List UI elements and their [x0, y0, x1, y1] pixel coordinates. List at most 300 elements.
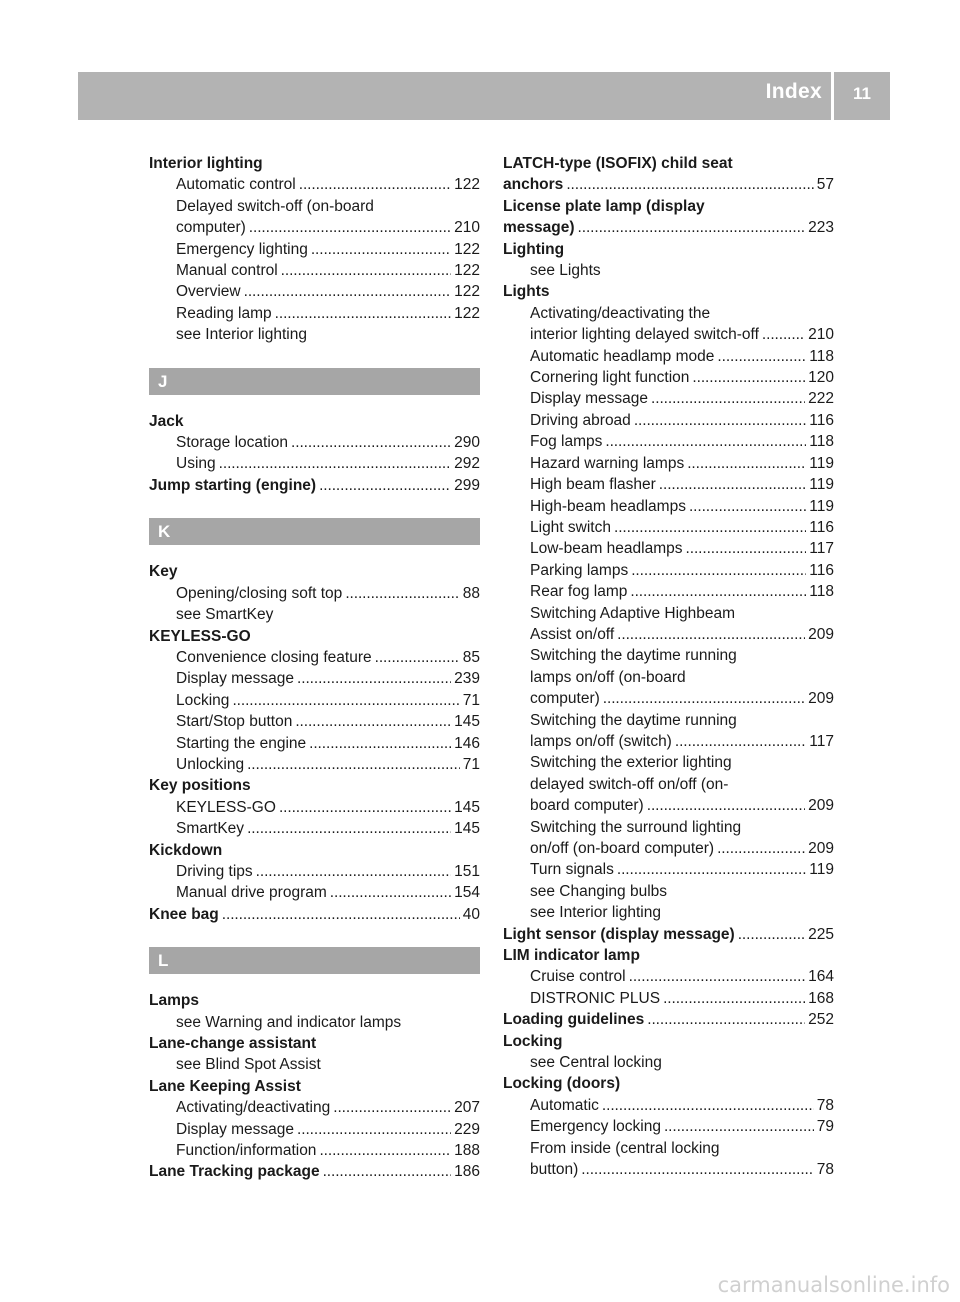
page-reference: 186 — [454, 1163, 480, 1181]
index-main-term — [149, 840, 480, 861]
dot-leader — [605, 431, 806, 452]
page-reference: 252 — [808, 1011, 834, 1029]
index-subentry-text: computer) — [530, 690, 600, 708]
index-subentry-text: lamps on/off (on-board — [530, 668, 686, 686]
index-subentry — [176, 1012, 480, 1033]
index-main-term — [149, 1161, 480, 1182]
index-subentry-text: Reading lamp — [176, 304, 272, 322]
index-subentry-text: Fog lamps — [530, 433, 603, 451]
index-subentry-text: Manual control — [176, 262, 278, 280]
index-subentry-text: on/off (on-board computer) — [530, 840, 715, 857]
index-column-left — [149, 153, 480, 1183]
index-entry — [149, 153, 480, 346]
index-subentry — [176, 733, 480, 754]
dot-leader — [675, 731, 806, 752]
page-reference: 120 — [808, 369, 834, 387]
index-subentry — [530, 560, 834, 581]
page-reference: 116 — [809, 518, 834, 536]
index-subentry-text: lamps on/off (switch) — [530, 732, 672, 750]
dot-leader — [330, 882, 451, 903]
page-reference: 225 — [808, 925, 834, 943]
index-main-term — [149, 561, 480, 582]
main-term-line — [503, 945, 834, 966]
main-term-line-text: Lane Tracking package — [149, 1163, 320, 1181]
dot-leader — [247, 818, 451, 839]
index-main-term — [149, 904, 480, 925]
dot-leader — [651, 388, 805, 409]
main-term-line — [503, 196, 834, 217]
index-subentry — [176, 1054, 480, 1075]
index-subentry — [530, 496, 834, 517]
dot-leader — [692, 367, 805, 388]
index-subentry — [530, 795, 834, 816]
index-subentry — [530, 538, 834, 559]
index-subentry-text: Switching the daytime running — [530, 647, 737, 665]
index-subentries — [503, 1052, 834, 1073]
main-term-line — [503, 153, 834, 174]
page-reference: 118 — [809, 583, 834, 601]
dot-leader — [629, 966, 806, 987]
dot-leader — [634, 410, 806, 431]
dot-leader — [581, 1159, 813, 1180]
page-reference: 210 — [808, 326, 834, 344]
section-header-j: J — [149, 368, 480, 395]
main-term-line-text: Locking (doors) — [503, 1075, 621, 1093]
page-reference: 119 — [809, 497, 834, 515]
index-subentry-text: board computer) — [530, 797, 644, 815]
dot-leader — [717, 838, 805, 859]
index-subentry-text: Emergency locking — [530, 1118, 661, 1136]
index-main-term — [503, 1073, 834, 1094]
index-subentry-text: see Interior lighting — [530, 904, 661, 922]
index-subentry — [530, 988, 834, 1009]
index-subentry-text: Cornering light function — [530, 369, 690, 387]
main-term-line-text: LATCH-type (ISOFIX) child seat — [503, 155, 733, 172]
main-term-line-text: LIM indicator lamp — [503, 947, 640, 965]
index-subentry-text: delayed switch-off on/off (on- — [530, 775, 729, 793]
index-main-term — [149, 1076, 480, 1097]
index-subentry — [530, 367, 834, 388]
index-subentry-text: Start/Stop button — [176, 713, 293, 731]
section-header-k: K — [149, 518, 480, 545]
index-subentry — [530, 624, 834, 645]
index-subentries — [503, 1095, 834, 1181]
main-term-line — [503, 1009, 834, 1030]
index-subentry-text: High-beam headlamps — [530, 497, 686, 515]
index-subentry-text: Automatic control — [176, 176, 296, 194]
page-reference: 145 — [454, 798, 480, 816]
main-term-line-text: Key positions — [149, 777, 251, 795]
main-term-line-text: Lane Keeping Assist — [149, 1077, 301, 1095]
dot-leader — [281, 260, 451, 281]
page-reference: 122 — [454, 176, 480, 194]
main-term-line-text: Interior lighting — [149, 155, 263, 172]
page-reference: 207 — [454, 1099, 480, 1117]
dot-leader — [291, 432, 451, 453]
main-term-line — [149, 1033, 480, 1054]
index-subentry-text: Driving abroad — [530, 411, 631, 429]
page-reference: 292 — [454, 455, 480, 473]
index-subentry — [176, 604, 480, 625]
index-subentry-text: Activating/deactivating — [176, 1099, 331, 1117]
index-subentry-text: button) — [530, 1161, 579, 1179]
main-term-line — [149, 561, 480, 582]
dot-leader — [345, 583, 459, 604]
dot-leader — [663, 988, 805, 1009]
index-main-term — [149, 990, 480, 1011]
index-subentry-text: Display message — [176, 670, 295, 688]
index-subentry-text: Starting the engine — [176, 734, 307, 752]
index-subentry — [530, 645, 834, 666]
dot-leader — [309, 733, 451, 754]
dot-leader — [647, 1009, 805, 1030]
dot-leader — [630, 581, 806, 602]
dot-leader — [256, 861, 451, 882]
index-subentry-text: see Blind Spot Assist — [176, 1056, 321, 1074]
dot-leader — [297, 668, 451, 689]
index-subentry-text: Low-beam headlamps — [530, 540, 683, 558]
main-term-line — [149, 775, 480, 796]
main-term-line — [503, 1031, 834, 1052]
page-reference: 209 — [808, 797, 834, 815]
page-reference: 223 — [808, 219, 834, 237]
index-subentry-text: Switching the surround lighting — [530, 818, 742, 836]
page-reference: 164 — [808, 968, 834, 986]
index-main-term — [503, 924, 834, 945]
index-entry — [149, 840, 480, 904]
index-subentry — [176, 668, 480, 689]
index-entry — [149, 475, 480, 496]
page-reference: 188 — [454, 1142, 480, 1160]
page-reference: 78 — [816, 1096, 834, 1114]
header-title: Index — [765, 80, 822, 103]
dot-leader — [319, 1140, 451, 1161]
index-subentry-text: Locking — [176, 691, 230, 709]
page-reference: 122 — [454, 283, 480, 301]
dot-leader — [578, 217, 806, 238]
index-subentries — [503, 303, 834, 924]
index-entry — [503, 239, 834, 282]
index-main-term — [503, 281, 834, 302]
dot-leader — [297, 1119, 451, 1140]
index-subentry-text: Unlocking — [176, 755, 245, 773]
dot-leader — [311, 239, 451, 260]
page-reference: 146 — [454, 734, 480, 752]
index-subentry — [176, 196, 480, 217]
dot-leader — [631, 560, 806, 581]
page-reference: 122 — [454, 304, 480, 322]
dot-leader — [717, 346, 806, 367]
index-subentry — [530, 388, 834, 409]
main-term-line — [149, 411, 480, 432]
index-subentry-text: SmartKey — [176, 820, 245, 838]
index-subentry-text: Manual drive program — [176, 884, 327, 902]
index-entry — [149, 1161, 480, 1182]
main-term-line-text: Lamps — [149, 992, 199, 1010]
watermark: carmanualsonline.info — [717, 1272, 950, 1297]
index-subentry-text: see SmartKey — [176, 606, 274, 624]
index-entry — [149, 1076, 480, 1162]
index-subentry — [176, 882, 480, 903]
index-subentry — [530, 1159, 834, 1180]
page-reference: 145 — [454, 820, 480, 838]
main-term-line — [149, 1076, 480, 1097]
index-subentry — [176, 754, 480, 775]
index-entry — [503, 924, 834, 945]
index-subentry-text: Activating/deactivating the — [530, 304, 711, 322]
dot-leader — [247, 754, 460, 775]
index-subentry — [176, 711, 480, 732]
index-subentry — [176, 818, 480, 839]
page-header-bar — [78, 72, 890, 120]
index-subentries — [149, 1054, 480, 1075]
index-entry — [149, 411, 480, 475]
index-subentry — [176, 1119, 480, 1140]
dot-leader — [689, 496, 806, 517]
index-subentry — [176, 1140, 480, 1161]
index-subentry — [530, 303, 834, 324]
dot-leader — [617, 624, 805, 645]
main-term-line — [149, 475, 480, 496]
page-reference: 209 — [808, 625, 834, 643]
index-subentry-text: KEYLESS-GO — [176, 798, 276, 816]
index-entry — [503, 945, 834, 1009]
index-subentry-text: Display message — [530, 390, 649, 408]
index-subentry — [176, 1097, 480, 1118]
page-reference: 151 — [454, 862, 480, 880]
index-main-term — [149, 475, 480, 496]
dot-leader — [299, 174, 451, 195]
index-entry — [149, 626, 480, 776]
index-entry — [149, 904, 480, 925]
page-reference: 118 — [809, 347, 834, 365]
page-reference: 299 — [454, 476, 480, 494]
main-term-line-text: anchors — [503, 176, 564, 194]
dot-leader — [659, 474, 806, 495]
index-entry — [149, 775, 480, 839]
main-term-line — [503, 217, 834, 238]
main-term-line-text: License plate lamp (display — [503, 197, 705, 215]
index-subentry — [530, 859, 834, 880]
index-main-term — [149, 411, 480, 432]
dot-leader — [617, 859, 806, 880]
index-subentry — [176, 861, 480, 882]
page-reference: 209 — [808, 840, 834, 857]
index-subentry-text: Assist on/off — [530, 625, 615, 643]
index-entry — [503, 153, 834, 196]
main-term-line — [149, 904, 480, 925]
page-reference: 88 — [462, 584, 480, 602]
index-subentry-text: Delayed switch-off (on-board — [176, 197, 374, 215]
index-column-right — [503, 153, 834, 1181]
index-subentry-text: Hazard warning lamps — [530, 454, 685, 472]
dot-leader — [295, 711, 451, 732]
index-subentry — [176, 260, 480, 281]
index-entry — [503, 1009, 834, 1030]
index-subentries — [149, 583, 480, 626]
index-subentries — [503, 260, 834, 281]
index-subentry — [176, 324, 480, 345]
index-subentries — [149, 174, 480, 345]
index-subentry — [530, 1138, 834, 1159]
index-subentry-text: Opening/closing soft top — [176, 584, 343, 602]
index-subentry — [530, 410, 834, 431]
index-subentries — [149, 432, 480, 475]
index-subentry-text: see Lights — [530, 262, 601, 280]
main-term-line — [149, 990, 480, 1011]
index-subentry-text: Function/information — [176, 1142, 317, 1160]
index-entry — [503, 1031, 834, 1074]
index-subentry — [530, 346, 834, 367]
main-term-line — [503, 281, 834, 302]
index-entry — [503, 281, 834, 923]
page-number: 11 — [853, 84, 871, 103]
index-subentry-text: Driving tips — [176, 862, 253, 880]
index-subentry-text: see Central locking — [530, 1054, 662, 1072]
page-reference: 119 — [809, 861, 834, 879]
index-subentries — [149, 797, 480, 840]
index-subentry-text: Switching Adaptive Highbeam — [530, 604, 736, 622]
dot-leader — [647, 795, 805, 816]
index-main-term — [503, 196, 834, 239]
page-reference: 145 — [454, 713, 480, 731]
page-reference: 210 — [454, 219, 480, 237]
index-subentry-text: Turn signals — [530, 861, 614, 879]
main-term-line — [503, 239, 834, 260]
index-subentry — [530, 667, 834, 688]
dot-leader — [279, 797, 451, 818]
index-subentry-text: Switching the exterior lighting — [530, 754, 732, 772]
index-subentry — [530, 474, 834, 495]
index-subentry-text: Convenience closing feature — [176, 648, 372, 666]
page-reference: 168 — [808, 989, 834, 1007]
dot-leader — [375, 647, 460, 668]
main-term-line-text: Light sensor (display message) — [503, 925, 735, 943]
main-term-line-text: Jump starting (engine) — [149, 476, 317, 494]
index-subentries — [503, 966, 834, 1009]
page-reference: 209 — [808, 690, 834, 708]
main-term-line — [149, 626, 480, 647]
main-term-line-text: Knee bag — [149, 905, 219, 923]
dot-leader — [664, 1116, 814, 1137]
main-term-line-text: Locking — [503, 1032, 563, 1050]
index-subentry-text: From inside (central locking — [530, 1139, 720, 1157]
page-reference: 71 — [462, 691, 480, 709]
index-subentry — [530, 260, 834, 281]
main-term-line-text: Jack — [149, 412, 184, 430]
index-main-term — [149, 626, 480, 647]
main-term-line — [149, 1161, 480, 1182]
index-subentry-text: computer) — [176, 219, 246, 237]
index-subentry-text: Using — [176, 455, 216, 473]
index-subentry — [176, 647, 480, 668]
dot-leader — [232, 690, 459, 711]
index-subentry — [530, 431, 834, 452]
index-subentry — [176, 690, 480, 711]
main-term-line — [503, 924, 834, 945]
page-reference: 119 — [809, 476, 834, 494]
index-subentry — [530, 1052, 834, 1073]
main-term-line-text: Lane-change assistant — [149, 1035, 317, 1052]
index-subentry — [530, 710, 834, 731]
index-subentry-text: Parking lamps — [530, 561, 629, 579]
index-subentry — [530, 1116, 834, 1137]
dot-leader — [333, 1097, 451, 1118]
index-main-term — [503, 1031, 834, 1052]
main-term-line-text: Kickdown — [149, 841, 223, 859]
index-subentry-text: interior lighting delayed switch-off — [530, 326, 759, 344]
index-subentry — [176, 453, 480, 474]
dot-leader — [614, 517, 806, 538]
index-main-term — [503, 153, 834, 196]
index-subentry — [530, 731, 834, 752]
page-reference: 85 — [462, 648, 480, 666]
dot-leader — [566, 174, 813, 195]
index-subentry-text: Automatic — [530, 1096, 599, 1114]
index-subentry-text: see Changing bulbs — [530, 882, 668, 900]
dot-leader — [686, 538, 807, 559]
index-subentry — [176, 432, 480, 453]
index-subentry-text: Overview — [176, 283, 241, 301]
index-subentry-text: see Warning and indicator lamps — [176, 1013, 402, 1031]
index-subentry — [530, 1095, 834, 1116]
page-reference: 154 — [454, 884, 480, 902]
index-main-term — [149, 1033, 480, 1054]
index-subentry-text: Emergency lighting — [176, 240, 308, 258]
index-subentry — [530, 774, 834, 795]
page-reference: 117 — [809, 540, 834, 558]
index-main-term — [149, 775, 480, 796]
page-reference: 122 — [454, 240, 480, 258]
index-subentries — [149, 1097, 480, 1161]
index-subentry — [530, 838, 834, 859]
index-subentry — [530, 453, 834, 474]
index-subentry — [530, 881, 834, 902]
index-entry — [503, 1073, 834, 1180]
index-entry — [149, 561, 480, 625]
index-subentry-text: DISTRONIC PLUS — [530, 989, 661, 1007]
main-term-line-text: Loading guidelines — [503, 1011, 645, 1029]
dot-leader — [275, 303, 451, 324]
index-subentry — [530, 817, 834, 838]
page-reference: 57 — [816, 176, 834, 194]
index-subentry-text: see Interior lighting — [176, 326, 307, 344]
index-subentry — [176, 174, 480, 195]
index-subentry-text: Storage location — [176, 434, 289, 452]
index-subentry — [530, 603, 834, 624]
index-subentry-text: Cruise control — [530, 968, 626, 986]
page-reference: 119 — [809, 454, 834, 472]
index-subentries — [149, 861, 480, 904]
page-reference: 118 — [809, 433, 834, 451]
index-subentry-text: Switching the daytime running — [530, 711, 737, 729]
main-term-line-text: Lighting — [503, 240, 565, 258]
index-subentry — [530, 752, 834, 773]
dot-leader — [738, 924, 805, 945]
page-reference: 290 — [454, 434, 480, 452]
index-subentry — [176, 217, 480, 238]
dot-leader — [323, 1161, 452, 1182]
page-reference: 122 — [454, 262, 480, 280]
page-reference: 222 — [808, 390, 834, 408]
main-term-line — [503, 1073, 834, 1094]
index-subentry — [530, 688, 834, 709]
index-subentry — [176, 303, 480, 324]
index-subentry — [530, 517, 834, 538]
page-reference: 40 — [462, 905, 480, 923]
dot-leader — [219, 453, 451, 474]
page-reference: 116 — [809, 561, 834, 579]
